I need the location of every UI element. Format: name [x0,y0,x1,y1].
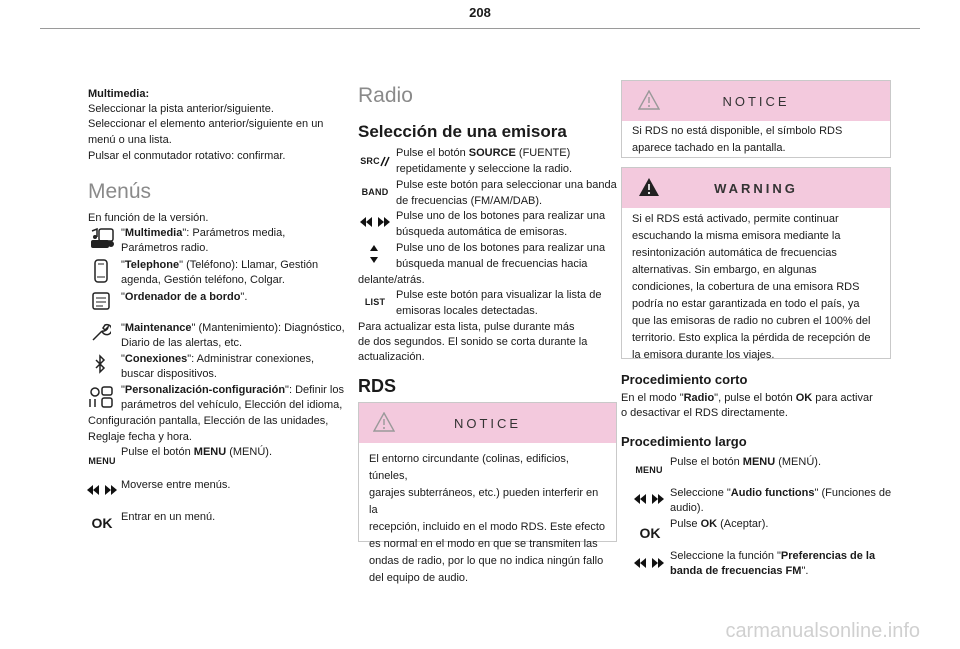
menu-button-icon [633,463,665,477]
multimedia-line: menú o una lista. [88,134,172,146]
text: Pulse el botón [121,446,194,458]
warning-box [621,167,891,359]
warning-line: alternativas. Sin embargo, en algunas [632,264,817,276]
menu-item-desc: parámetros del vehículo, Elección del idioma, [121,399,343,411]
menu-button-label: MENU [88,456,116,466]
warning-header [622,168,890,208]
notice-line: El entorno circundante (colinas, edificios, túneles, [369,453,569,482]
seek-text: Pulse uno de los botones para realizar una [396,210,606,222]
text: para activar [812,392,873,404]
menu-item-desc: agenda, Gestión teléfono, Colgar. [121,274,285,286]
multimedia-line: Seleccionar el elemento anterior/siguiente en un [88,118,324,130]
warning-line: territorio. Esto explica la pérdida de recepción de [632,332,871,344]
text: (MENÚ). [775,456,821,468]
source-button-icon [359,153,391,169]
text: Audio functions [730,487,815,499]
trip-computer-icon [90,290,112,312]
notice-triangle-icon [638,90,660,110]
notice-line: garajes subterráneos, etc.) pueden interferir en la [369,487,599,516]
text: SOURCE [468,147,516,159]
source-button-label: SRC [360,156,380,166]
menu-item-maintenance: "Maintenance" (Mantenimiento): Diagnóstico, [121,322,345,334]
source-text: repetidamente y seleccione la radio. [396,163,573,175]
long-select-text [670,486,891,501]
text: MENU [193,446,227,458]
menu-item-desc: Diario de las alertas, etc. [121,337,243,349]
warning-line: que las emisoras de radio no cubren el 100% del [632,315,871,327]
text: Radio [683,392,715,404]
notice-line: ondas de radio, por lo que no indica ningún fallo [369,555,604,567]
text: OK [795,392,813,404]
manual-text: Pulse uno de los botones para realizar una [396,242,606,254]
short-procedure-text [621,391,873,406]
left-right-arrows-icon [633,492,665,506]
menu-item-desc: Configuración pantalla, Elección de las unidades, [88,415,329,427]
text: (MENÚ). [226,446,272,458]
menu-item-name: Conexiones [124,353,188,365]
watermark: carmanualsonline.info [725,620,920,642]
menu-item-multimedia: "Multimedia": Parámetros media, [121,227,286,239]
list-text: de dos segundos. El sonido se corta durante la [358,336,588,348]
notice-triangle-icon [373,412,395,432]
text: Seleccione la función " [670,550,781,562]
ok-button-icon [88,514,116,532]
page-number: 208 [469,5,491,20]
rds-heading: RDS [358,376,397,396]
header-rule [40,28,920,29]
settings-icon [87,384,115,410]
menu-item-desc: " (Mantenimiento): Diagnóstico, [191,322,345,334]
notice-body [359,443,616,595]
notice-line: aparece tachado en la pantalla. [632,142,786,154]
warning-title: WARNING [714,180,798,196]
long-function-text [670,564,808,579]
menu-item-desc: Parámetros radio. [121,242,209,254]
menu-item-name: Ordenador de a bordo [124,291,241,303]
ok-button-label: OK [91,515,113,531]
notice-line: recepción, incluido en el modo RDS. Este efecto [369,521,606,533]
seek-arrows-icon [358,215,392,229]
notice-box [621,80,891,158]
telephone-icon [92,258,110,284]
warning-line: Si el RDS está activado, permite continuar [632,213,839,225]
menu-item-trip-computer: "Ordenador de a bordo". [121,291,248,303]
menu-item-desc: ": Definir los [285,384,344,396]
long-function-text [670,549,875,564]
list-text: Para actualizar esta lista, pulse durante más [358,321,575,333]
band-button-label: BAND [361,187,389,197]
menu-item-name: Personalización-configuración [124,384,286,396]
menu-item-desc: buscar dispositivos. [121,368,217,380]
seek-text: búsqueda automática de emisoras. [396,226,568,238]
long-select-text: audio). [670,502,704,514]
multimedia-icon [88,226,116,250]
text: Pulse el botón [670,456,743,468]
ok-button-icon [636,524,664,542]
notice-box [358,402,617,584]
notice-line: es normal en el modo en que se transmiten las [369,538,598,550]
list-text: emisoras locales detectadas. [396,305,538,317]
up-down-arrows-icon [368,242,380,266]
text: Seleccione " [670,487,731,499]
warning-line: escuchando la misma emisora mediante la [632,230,841,242]
station-section-heading: Selección de una emisora [358,122,567,141]
multimedia-line: Pulsar el conmutador rotativo: confirmar. [88,150,286,162]
menu-press-text [121,445,272,460]
warning-body [622,208,890,372]
ok-button-label: OK [639,525,661,541]
notice-title: NOTICE [453,415,522,431]
text: OK [700,518,718,530]
band-text: de frecuencias (FM/AM/DAB). [396,195,543,207]
menu-item-name: Telephone [124,259,180,271]
menus-heading: Menús [88,180,152,203]
source-text [396,146,570,161]
enter-menu-text: Entrar en un menú. [121,511,216,523]
warning-line: podría no estar garantizada en todo el país, ya [632,298,860,310]
menu-item-telephone: "Telephone" (Teléfono): Llamar, Gestión [121,259,319,271]
list-text: Pulse este botón para visualizar la lista de [396,289,602,301]
notice-line: del equipo de audio. [369,572,469,584]
menu-item-desc: ". [240,291,248,303]
text: Pulse el botón [396,147,469,159]
notice-title: NOTICE [722,93,790,109]
move-menus-text: Moverse entre menús. [121,479,231,491]
text: Preferencias de la [780,550,876,562]
manual-text: delante/atrás. [358,274,425,286]
long-procedure-heading: Procedimiento largo [621,434,747,449]
menu-button-label: MENU [635,465,663,475]
warning-line: condiciones, la cobertura de una emisora RDS [632,281,860,293]
menu-item-desc: " (Teléfono): Llamar, Gestión [179,259,319,271]
menu-item-desc: Reglaje fecha y hora. [88,431,192,443]
notice-header [359,403,616,443]
text: MENU [742,456,776,468]
list-button-icon [360,295,390,309]
list-text: actualización. [358,351,425,363]
long-ok-text [670,517,768,532]
band-text: Pulse este botón para seleccionar una banda [396,179,617,191]
wrench-icon [88,320,112,344]
text: banda de frecuencias FM [670,565,802,577]
notice-line: Si RDS no está disponible, el símbolo RDS [632,125,843,137]
text: (Aceptar). [717,518,769,530]
left-right-arrows-icon [86,483,118,497]
text: " (Funciones de [814,487,892,499]
text: ". [801,565,809,577]
menu-item-name: Maintenance [124,322,192,334]
multimedia-line: Seleccionar la pista anterior/siguiente. [88,103,274,115]
menu-button-icon [86,454,118,468]
text: En el modo " [621,392,684,404]
menu-item-desc: ": Administrar conexiones, [187,353,315,365]
text: Pulse [670,518,701,530]
radio-heading: Radio [358,84,413,107]
short-procedure-heading: Procedimiento corto [621,372,748,387]
notice-body [622,121,890,165]
text: ", pulse el botón [714,392,796,404]
menu-item-desc: ": Parámetros media, [182,227,286,239]
manual-text: búsqueda manual de frecuencias hacia [396,258,588,270]
text: (FUENTE) [515,147,571,159]
menu-item-connections: "Conexiones": Administrar conexiones, [121,353,315,365]
warning-triangle-icon [638,177,660,197]
warning-line: resintonización automática de frecuencias [632,247,837,259]
long-menu-text [670,455,821,470]
list-button-label: LIST [364,297,386,307]
menu-item-name: Multimedia [124,227,183,239]
bluetooth-icon [92,352,108,376]
menus-intro: En función de la versión. [88,212,209,224]
menu-item-settings: "Personalización-configuración": Definir los [121,384,344,396]
notice-header [622,81,890,121]
band-button-icon [359,185,391,199]
short-procedure-text: o desactivar el RDS directamente. [621,407,788,419]
left-right-arrows-icon [633,556,665,570]
multimedia-title: Multimedia: [88,88,150,100]
warning-line: la emisora durante los viajes. [632,349,775,361]
